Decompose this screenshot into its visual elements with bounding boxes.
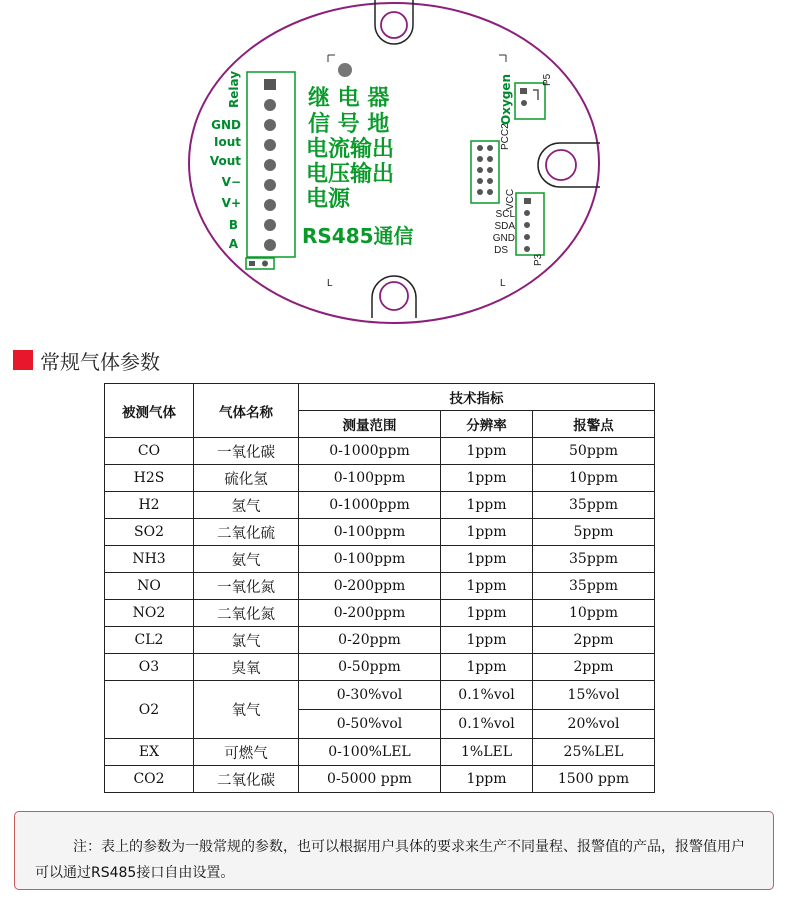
cell-alarm: 15%vol [533,681,655,710]
section-marker [13,350,33,370]
table-row [105,438,655,465]
pin-label-a: A [228,237,238,251]
cell-alarm: 20%vol [533,710,655,739]
cell-resolution: 1ppm [441,766,533,793]
pcc2-pin [477,145,483,151]
terminal-pin [264,139,276,151]
pcc2-pin [487,178,493,184]
table-row [105,546,655,573]
table-row [105,654,655,681]
oxygen-label: Oxygen [499,73,513,125]
cell-resolution: 0.1%vol [441,710,533,739]
cell-gas: CL2 [105,627,194,654]
cell-resolution: 0.1%vol [441,681,533,710]
table-row [105,739,655,766]
cell-range: 0-50ppm [299,654,441,681]
pcc2-pin [487,145,493,151]
connector-label-p3: P3 [533,253,544,266]
cell-range: 0-20ppm [299,627,441,654]
terminal-pin [264,99,276,111]
terminal-pin [264,179,276,191]
oxygen-connector [515,83,545,119]
cell-name: 氧气 [194,681,299,739]
cell-name: 氨气 [194,546,299,573]
cell-range: 0-1000ppm [299,492,441,519]
cell-resolution: 1ppm [441,600,533,627]
cell-gas: H2S [105,465,194,492]
cell-gas: NO2 [105,600,194,627]
cell-alarm: 2ppm [533,654,655,681]
gas-parameter-table [104,383,655,793]
cell-name: 氢气 [194,492,299,519]
connector-label-vcc: VCC [505,188,516,210]
cell-name: 二氧化碳 [194,766,299,793]
i2c-label-ds: DS [494,245,508,256]
cell-range: 0-100%LEL [299,739,441,766]
pin-label-iout: Iout [214,135,241,149]
function-label-current-output: 电流输出 [306,137,395,162]
cell-resolution: 1%LEL [441,739,533,766]
pcc2-pin [477,189,483,195]
cell-alarm: 35ppm [533,573,655,600]
cell-gas: NO [105,573,194,600]
note-text: 注：表上的参数为一般常规的参数，也可以根据用户具体的要求来生产不同量程、报警值的产品，报警值用户可以通过RS485接口自由设置。 [35,839,745,881]
cell-name: 臭氧 [194,654,299,681]
table-row-o2 [105,681,655,710]
function-label-signal-ground: 信 号 地 [308,112,390,137]
i2c-label-gnd: GND [492,233,515,244]
table-row [105,766,655,793]
cell-gas: H2 [105,492,194,519]
header-gas: 被测气体 [105,384,194,438]
cell-resolution: 1ppm [441,438,533,465]
pin-label-relay: Relay [227,70,241,108]
cell-range: 0-100ppm [299,465,441,492]
cell-gas: O2 [105,681,194,739]
terminal-pin-square [264,79,276,90]
cell-resolution: 1ppm [441,654,533,681]
table-row [105,465,655,492]
cell-name: 可燃气 [194,739,299,766]
function-label-relay: 继 电 器 [308,86,390,111]
table-row [105,627,655,654]
table-row [105,492,655,519]
pin-label-vout: Vout [209,154,241,168]
terminal-pin [264,159,276,171]
header-resolution: 分辨率 [441,411,533,438]
cell-alarm: 1500 ppm [533,766,655,793]
cell-gas: EX [105,739,194,766]
header-alarm: 报警点 [533,411,655,438]
pin-label-b: B [228,218,238,232]
cell-alarm: 10ppm [533,600,655,627]
led-indicator [338,63,352,77]
cell-name: 硫化氢 [194,465,299,492]
pcc2-pin [477,178,483,184]
section-title: 常规气体参数 [40,349,160,374]
cell-alarm: 2ppm [533,627,655,654]
pin-label-vminus: V− [221,175,241,189]
cell-gas: SO2 [105,519,194,546]
pin-label-vplus: V+ [221,196,241,210]
cell-range: 0-5000 ppm [299,766,441,793]
cell-range: 0-200ppm [299,600,441,627]
table-row [105,573,655,600]
cell-name: 二氧化氮 [194,600,299,627]
pcc2-pin [487,156,493,162]
i2c-label-scl: SCL [495,209,515,220]
pcc2-pin [487,167,493,173]
cell-name: 一氧化碳 [194,438,299,465]
cell-resolution: 1ppm [441,492,533,519]
cell-range: 0-200ppm [299,573,441,600]
connector-label-pcc2: PCC2 [500,123,511,150]
function-label-rs485: RS485通信 [302,224,414,248]
cell-gas: NH3 [105,546,194,573]
function-label-power: 电源 [306,187,351,212]
cell-name: 二氧化硫 [194,519,299,546]
corner-mark-left: L [327,278,333,289]
cell-alarm: 5ppm [533,519,655,546]
pin-label-gnd: GND [211,118,241,132]
cell-gas: CO [105,438,194,465]
pcc2-pin [487,189,493,195]
table-row [105,600,655,627]
cell-resolution: 1ppm [441,573,533,600]
cell-resolution: 1ppm [441,627,533,654]
cell-range: 0-1000ppm [299,438,441,465]
table-row [105,519,655,546]
pcc2-header [471,141,499,203]
note-box [14,811,774,890]
terminal-pin [264,239,276,251]
cell-range: 0-100ppm [299,546,441,573]
pcc2-pin [477,156,483,162]
cell-name: 氯气 [194,627,299,654]
cell-gas: CO2 [105,766,194,793]
connector-label-p5: P5 [542,73,553,86]
cell-resolution: 1ppm [441,546,533,573]
cell-alarm: 25%LEL [533,739,655,766]
function-label-voltage-output: 电压输出 [306,162,395,187]
cell-range: 0-30%vol [299,681,441,710]
header-range: 测量范围 [299,411,441,438]
cell-alarm: 35ppm [533,546,655,573]
header-name: 气体名称 [194,384,299,438]
terminal-pin [264,119,276,131]
pcc2-pin [477,167,483,173]
cell-resolution: 1ppm [441,465,533,492]
cell-alarm: 35ppm [533,492,655,519]
cell-range: 0-100ppm [299,519,441,546]
terminal-pin [264,219,276,231]
cell-alarm: 50ppm [533,438,655,465]
cell-gas: O3 [105,654,194,681]
terminal-pin [264,199,276,211]
corner-mark-right: L [500,278,506,289]
circuit-board-diagram [0,0,790,330]
cell-range: 0-50%vol [299,710,441,739]
cell-name: 一氧化氮 [194,573,299,600]
i2c-label-sda: SDA [494,221,515,232]
cell-resolution: 1ppm [441,519,533,546]
header-spec: 技术指标 [299,384,655,411]
cell-alarm: 10ppm [533,465,655,492]
section-heading [13,347,160,373]
